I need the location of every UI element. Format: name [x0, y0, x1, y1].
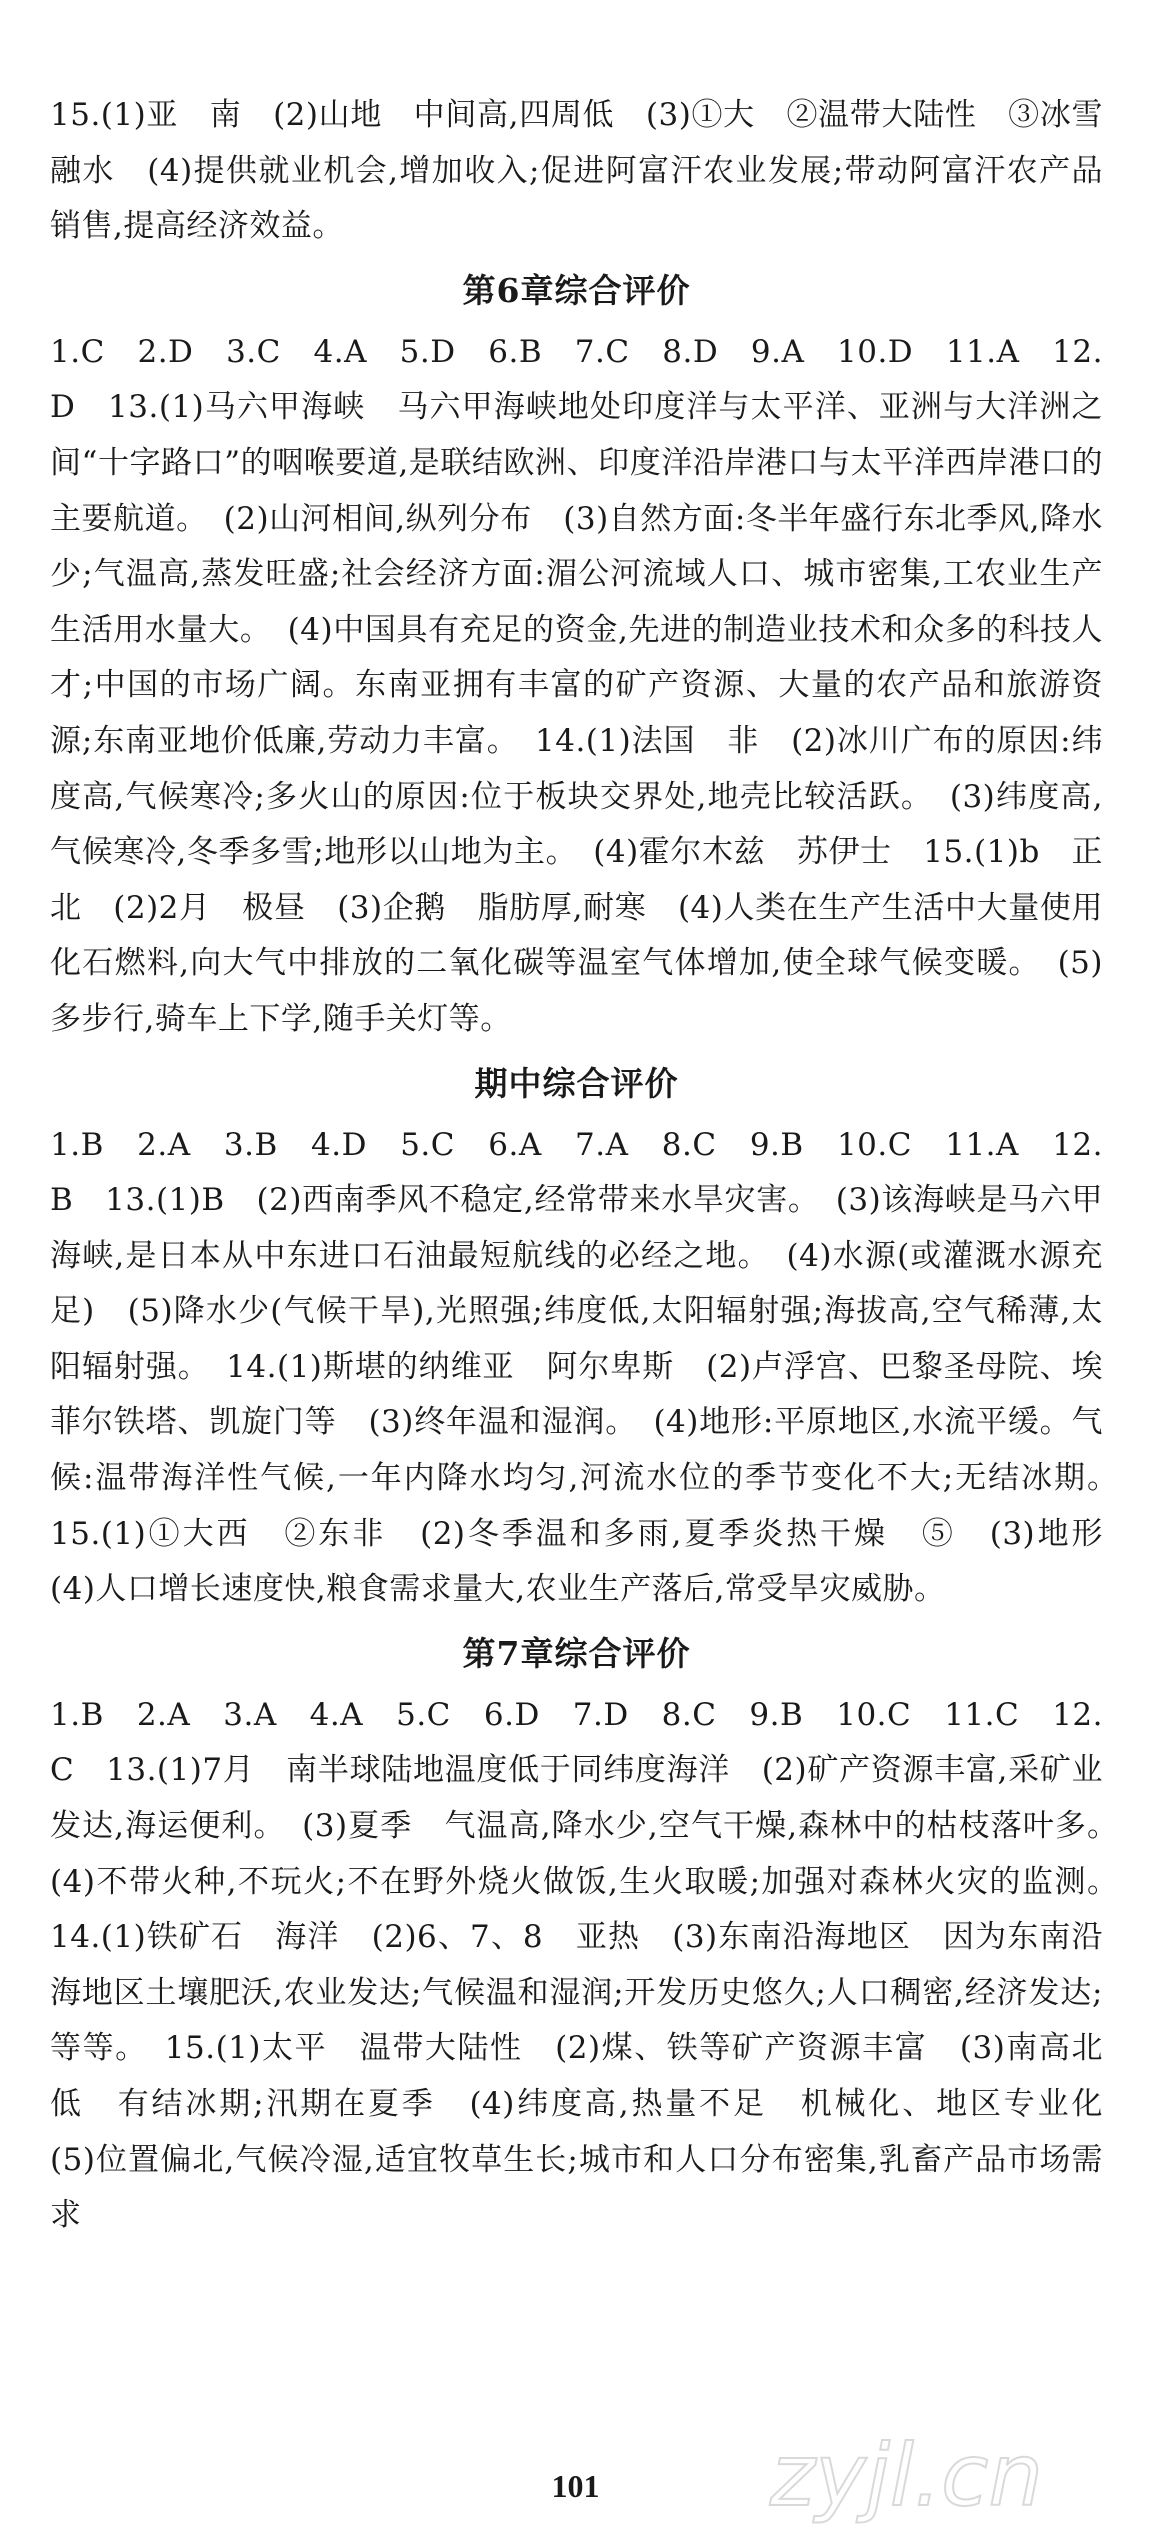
answer-block-continued: 15.(1)亚 南 (2)山地 中间高,四周低 (3)①大 ②温带大陆性 ③冰雪融水 (4)提供就业机会,增加收入;促进阿富汗农业发展;带动阿富汗农产品销售,提高经济效益。: [50, 97, 1103, 245]
answer-block-chapter-7: 1.B 2.A 3.A 4.A 5.C 6.D 7.D 8.C 9.B 10.C 11.C 12.C 13.(1)7月 南半球陆地温度低于同纬度海洋 (2)矿产资源丰富,采矿业发达,海运便利。 (3)夏季 气温高,降水少,空气干燥,森林中的枯枝落叶多。 (4)不带火种,不玩火;不在野外烧火做饭,生火取暖;加强对森林火灾的监测。 14.(1)铁矿石 海洋 (2)6、7、8 亚热 (3)东南沿海地区 因为东南沿海地区土壤肥沃,农业发达;气候温和湿润;开发历史悠久;人口稠密,经济发达;等等。 15.(1)太平 温带大陆性 (2)煤、铁等矿产资源丰富 (3)南高北低 有结冰期;汛期在夏季 (4)纬度高,热量不足 机械化、地区专业化 (5)位置偏北,气候冷湿,适宜牧草生长;城市和人口分布密集,乳畜产品市场需求: [50, 1696, 1135, 2234]
answer-block-chapter-6: 1.C 2.D 3.C 4.A 5.D 6.B 7.C 8.D 9.A 10.D 11.A 12.D 13.(1)马六甲海峡 马六甲海峡地处印度洋与太平洋、亚洲与大洋洲之间“十字路口”的咽喉要道,是联结欧洲、印度洋沿岸港口与太平洋西岸港口的主要航道。 (2)山河相间,纵列分布 (3)自然方面:冬半年盛行东北季风,降水少;气温高,蒸发旺盛;社会经济方面:湄公河流域人口、城市密集,工农业生产生活用水量大。 (4)中国具有充足的资金,先进的制造业技术和众多的科技人才;中国的市场广阔。东南亚拥有丰富的矿产资源、大量的农产品和旅游资源;东南亚地价低廉,劳动力丰富。 14.(1)法国 非 (2)冰川广布的原因:纬度高,气候寒冷;多火山的原因:位于板块交界处,地壳比较活跃。 (3)纬度高,气候寒冷,冬季多雪;地形以山地为主。 (4)霍尔木兹 苏伊士 15.(1)b 正北 (2)2月 极昼 (3)企鹅 脂肪厚,耐寒 (4)人类在生产生活中大量使用化石燃料,向大气中排放的二氧化碳等温室气体增加,使全球气候变暖。 (5)多步行,骑车上下学,随手关灯等。: [50, 333, 1103, 1037]
section-heading-midterm: 期中综合评价: [474, 1063, 679, 1103]
svg-text:zyjl.cn: zyjl.cn: [770, 2426, 1043, 2526]
answer-block-midterm: 1.B 2.A 3.B 4.D 5.C 6.A 7.A 8.C 9.B 10.C 11.A 12.B 13.(1)B (2)西南季风不稳定,经常带来水旱灾害。 (3)该海峡是马六甲海峡,是日本从中东进口石油最短航线的必经之地。 (4)水源(或灌溉水源充足) (5)降水少(气候干旱),光照强;纬度低,太阳辐射强;海拔高,空气稀薄,太阳辐射强。 14.(1)斯堪的纳维亚 阿尔卑斯 (2)卢浮宫、巴黎圣母院、埃菲尔铁塔、凯旋门等 (3)终年温和湿润。 (4)地形:平原地区,水流平缓。气候:温带海洋性气候,一年内降水均匀,河流水位的季节变化不大;无结冰期。 15.(1)①大西 ②东非 (2)冬季温和多雨,夏季炎热干燥 ⑤ (3)地形 (4)人口增长速度快,粮食需求量大,农业生产落后,常受旱灾威胁。: [50, 1126, 1135, 1608]
section-heading-chapter-6: 第6章综合评价: [462, 270, 691, 310]
section-heading-chapter-7: 第7章综合评价: [462, 1633, 691, 1673]
page-number: 101: [551, 2468, 600, 2504]
